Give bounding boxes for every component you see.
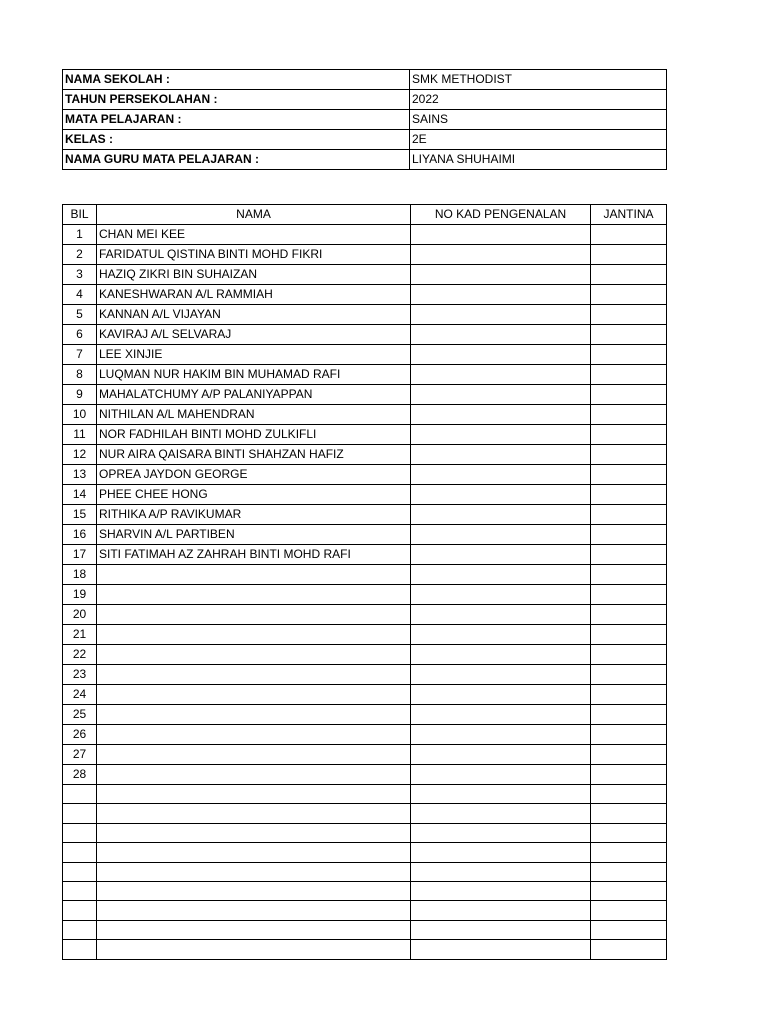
table-row [63,545,667,565]
cell-nama [97,625,411,645]
table-row [63,585,667,605]
cell-jantina [591,823,667,842]
cell-bil [63,901,97,920]
cell-nama [97,725,411,745]
cell-jantina [591,804,667,823]
cell-nama: RITHIKA A/P RAVIKUMAR [97,505,411,525]
cell-bil: 17 [63,545,97,565]
cell-ic [411,920,591,939]
cell-bil: 23 [63,665,97,685]
cell-nama: SITI FATIMAH AZ ZAHRAH BINTI MOHD RAFI [97,545,411,565]
cell-nama [97,881,411,900]
cell-nama: SHARVIN A/L PARTIBEN [97,525,411,545]
cell-jantina [591,843,667,862]
info-label: NAMA GURU MATA PELAJARAN : [63,150,410,170]
cell-nama [97,940,411,959]
info-row [63,70,667,90]
cell-bil [63,823,97,842]
cell-nama [97,765,411,785]
header-jantina: JANTINA [591,205,667,225]
school-info-table [62,69,667,170]
cell-jantina [591,545,667,565]
cell-bil: 14 [63,485,97,505]
table-row [63,425,667,445]
table-row [63,605,667,625]
cell-jantina [591,940,667,959]
cell-nama [97,685,411,705]
cell-ic [411,365,591,385]
cell-jantina [591,245,667,265]
info-label: MATA PELAJARAN : [63,110,410,130]
table-row [63,765,667,785]
header-row [63,205,667,225]
cell-ic [411,785,591,804]
cell-ic [411,823,591,842]
cell-bil [63,920,97,939]
info-value: SAINS [410,110,667,130]
cell-jantina [591,685,667,705]
cell-bil: 22 [63,645,97,665]
student-table-header [63,205,667,225]
table-row [63,645,667,665]
cell-nama [97,705,411,725]
cell-bil: 11 [63,425,97,445]
cell-nama: HAZIQ ZIKRI BIN SUHAIZAN [97,265,411,285]
cell-ic [411,245,591,265]
cell-bil [63,862,97,881]
table-row [63,465,667,485]
cell-jantina [591,665,667,685]
cell-nama: FARIDATUL QISTINA BINTI MOHD FIKRI [97,245,411,265]
cell-nama [97,804,411,823]
cell-jantina [591,385,667,405]
cell-bil: 20 [63,605,97,625]
table-row [63,920,667,939]
cell-bil: 27 [63,745,97,765]
table-row [63,565,667,585]
cell-bil: 16 [63,525,97,545]
cell-nama [97,785,411,804]
cell-jantina [591,862,667,881]
cell-ic [411,940,591,959]
table-row [63,823,667,842]
cell-bil: 6 [63,325,97,345]
student-table-body [63,225,667,960]
cell-bil: 7 [63,345,97,365]
info-label: NAMA SEKOLAH : [63,70,410,90]
cell-ic [411,545,591,565]
cell-ic [411,445,591,465]
cell-nama: LEE XINJIE [97,345,411,365]
cell-jantina [591,605,667,625]
info-label: KELAS : [63,130,410,150]
cell-ic [411,665,591,685]
cell-bil: 9 [63,385,97,405]
cell-ic [411,385,591,405]
cell-ic [411,645,591,665]
cell-nama: NUR AIRA QAISARA BINTI SHAHZAN HAFIZ [97,445,411,465]
cell-ic [411,405,591,425]
cell-jantina [591,745,667,765]
cell-ic [411,265,591,285]
cell-bil: 4 [63,285,97,305]
info-value: 2E [410,130,667,150]
table-row [63,665,667,685]
cell-nama: MAHALATCHUMY A/P PALANIYAPPAN [97,385,411,405]
table-row [63,525,667,545]
cell-bil [63,940,97,959]
cell-jantina [591,285,667,305]
cell-nama: LUQMAN NUR HAKIM BIN MUHAMAD RAFI [97,365,411,385]
cell-jantina [591,645,667,665]
cell-bil: 10 [63,405,97,425]
cell-ic [411,585,591,605]
table-row [63,901,667,920]
table-row [63,365,667,385]
table-row [63,881,667,900]
cell-bil [63,804,97,823]
cell-nama: NOR FADHILAH BINTI MOHD ZULKIFLI [97,425,411,445]
cell-ic [411,505,591,525]
cell-nama [97,920,411,939]
table-row [63,685,667,705]
cell-bil: 13 [63,465,97,485]
table-row [63,265,667,285]
cell-ic [411,881,591,900]
cell-ic [411,745,591,765]
cell-nama: NITHILAN A/L MAHENDRAN [97,405,411,425]
cell-nama [97,843,411,862]
cell-jantina [591,365,667,385]
cell-jantina [591,425,667,445]
cell-bil: 1 [63,225,97,245]
cell-nama: PHEE CHEE HONG [97,485,411,505]
cell-ic [411,862,591,881]
cell-ic [411,285,591,305]
cell-jantina [591,765,667,785]
cell-nama [97,565,411,585]
cell-jantina [591,445,667,465]
cell-nama [97,745,411,765]
table-row [63,405,667,425]
cell-bil: 24 [63,685,97,705]
cell-ic [411,625,591,645]
cell-ic [411,705,591,725]
cell-jantina [591,585,667,605]
cell-ic [411,525,591,545]
cell-jantina [591,465,667,485]
table-row [63,245,667,265]
table-row [63,745,667,765]
table-row [63,725,667,745]
cell-jantina [591,901,667,920]
cell-jantina [591,345,667,365]
cell-bil: 5 [63,305,97,325]
table-row [63,804,667,823]
info-row [63,110,667,130]
cell-bil [63,785,97,804]
cell-nama [97,665,411,685]
cell-ic [411,425,591,445]
cell-nama: OPREA JAYDON GEORGE [97,465,411,485]
header-nama: NAMA [97,205,411,225]
table-row [63,940,667,959]
info-value: SMK METHODIST [410,70,667,90]
cell-bil: 2 [63,245,97,265]
table-row [63,225,667,245]
table-row [63,862,667,881]
cell-jantina [591,325,667,345]
cell-bil: 18 [63,565,97,585]
cell-bil: 19 [63,585,97,605]
cell-bil: 15 [63,505,97,525]
cell-ic [411,605,591,625]
cell-ic [411,565,591,585]
cell-jantina [591,565,667,585]
table-row [63,325,667,345]
table-row [63,445,667,465]
cell-nama [97,862,411,881]
table-row [63,785,667,804]
cell-jantina [591,485,667,505]
cell-nama: CHAN MEI KEE [97,225,411,245]
cell-bil [63,881,97,900]
cell-nama: KANESHWARAN A/L RAMMIAH [97,285,411,305]
info-row [63,130,667,150]
cell-jantina [591,505,667,525]
cell-bil [63,843,97,862]
cell-jantina [591,525,667,545]
cell-ic [411,685,591,705]
cell-nama [97,605,411,625]
cell-ic [411,804,591,823]
cell-nama [97,645,411,665]
cell-nama [97,585,411,605]
cell-jantina [591,305,667,325]
cell-nama [97,823,411,842]
cell-nama: KANNAN A/L VIJAYAN [97,305,411,325]
student-list-table [62,204,667,960]
cell-ic [411,485,591,505]
info-label: TAHUN PERSEKOLAHAN : [63,90,410,110]
table-row [63,705,667,725]
cell-ic [411,901,591,920]
cell-ic [411,465,591,485]
cell-nama [97,901,411,920]
cell-bil: 3 [63,265,97,285]
table-row [63,505,667,525]
cell-ic [411,345,591,365]
cell-bil: 28 [63,765,97,785]
table-row [63,385,667,405]
cell-ic [411,225,591,245]
table-row [63,485,667,505]
header-bil: BIL [63,205,97,225]
table-row [63,843,667,862]
info-row [63,90,667,110]
cell-jantina [591,785,667,804]
cell-bil: 25 [63,705,97,725]
cell-jantina [591,225,667,245]
cell-nama: KAVIRAJ A/L SELVARAJ [97,325,411,345]
cell-jantina [591,920,667,939]
cell-jantina [591,405,667,425]
cell-bil: 8 [63,365,97,385]
cell-jantina [591,625,667,645]
cell-jantina [591,725,667,745]
header-ic: NO KAD PENGENALAN [411,205,591,225]
cell-ic [411,725,591,745]
cell-jantina [591,265,667,285]
table-row [63,285,667,305]
info-value: 2022 [410,90,667,110]
table-row [63,625,667,645]
cell-bil: 12 [63,445,97,465]
cell-jantina [591,881,667,900]
cell-ic [411,843,591,862]
cell-ic [411,325,591,345]
cell-bil: 26 [63,725,97,745]
table-row [63,305,667,325]
cell-bil: 21 [63,625,97,645]
info-value: LIYANA SHUHAIMI [410,150,667,170]
school-info-body [63,70,667,170]
cell-jantina [591,705,667,725]
cell-ic [411,305,591,325]
info-row [63,150,667,170]
cell-ic [411,765,591,785]
table-row [63,345,667,365]
